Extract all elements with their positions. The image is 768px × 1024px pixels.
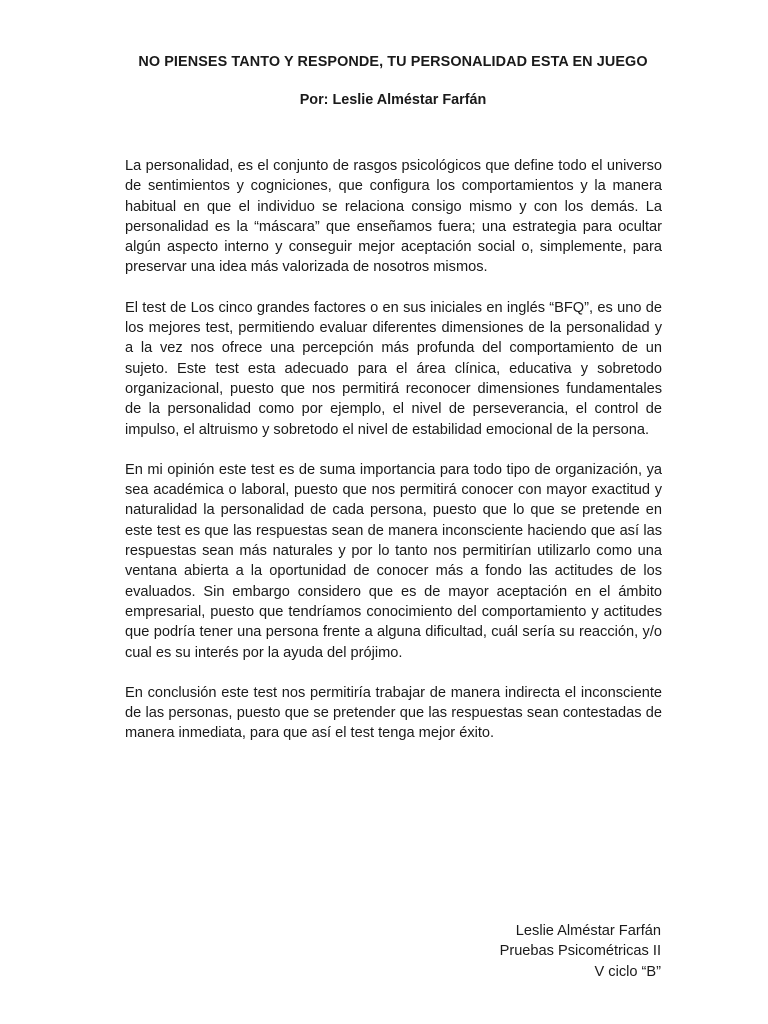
document-body <box>125 156 662 764</box>
document-title: NO PIENSES TANTO Y RESPONDE, TU PERSONALIDAD ESTA EN JUEGO <box>138 54 648 70</box>
signature-block <box>500 921 661 982</box>
document-byline: Por: Leslie Alméstar Farfán <box>299 92 487 108</box>
paragraph-3: En mi opinión este test es de suma importancia para todo tipo de organización, ya sea académica o laboral, puesto que nos permitirá conocer con mayor exactitud y naturalidad la personalidad de cada persona, puesto que lo que se pretende en este test es que las respuestas sean de manera inconsciente haciendo que así las respuestas sean más naturales y por lo tanto nos permitirían utilizarlo como una ventana abierta a la oportunidad de conocer más a fondo las actitudes de los evaluados. Sin embargo considero que es de mayor aceptación en el ámbito empresarial, puesto que tendríamos conocimiento del comportamiento y actitudes que podría tener una persona frente a alguna dificultad, cuál sería su reacción, y/o cual es su interés por la ayuda del prójimo. <box>125 461 662 661</box>
signature-course: Pruebas Psicométricas II <box>499 943 661 960</box>
signature-name: Leslie Alméstar Farfán <box>515 923 661 939</box>
signature-cycle: V ciclo “B” <box>594 963 661 980</box>
paragraph-4: En conclusión este test nos permitiría trabajar de manera indirecta el inconsciente de las personas, puesto que se pretender que las respuestas sean contestadas de manera inmediata, para que así el test tenga mejor éxito. <box>125 684 662 742</box>
paragraph-1: La personalidad, es el conjunto de rasgos psicológicos que define todo el universo de sentimientos y cogniciones, que configura los comportamientos y la manera habitual en que el individuo se relaciona consigo mismo y con los demás. La personalidad es la “máscara” que enseñamos fuera; una estrategia para ocultar algún aspecto interno y conseguir mejor aceptación social o, simplemente, para preservar una idea más valorizada de nosotros mismos. <box>125 158 662 276</box>
paragraph-2: El test de Los cinco grandes factores o en sus iniciales en inglés “BFQ”, es uno de los mejores test, permitiendo evaluar diferentes dimensiones de la personalidad y a la vez nos ofrece una percepción más profunda del comportamiento de un sujeto. Este test esta adecuado para el área clínica, educativa y sobretodo organizacional, puesto que nos permitirá reconocer dimensiones fundamentales de la personalidad como por ejemplo, el nivel de perseverancia, el control de impulso, el altruismo y sobretodo el nivel de estabilidad emocional de la persona. <box>125 299 662 438</box>
